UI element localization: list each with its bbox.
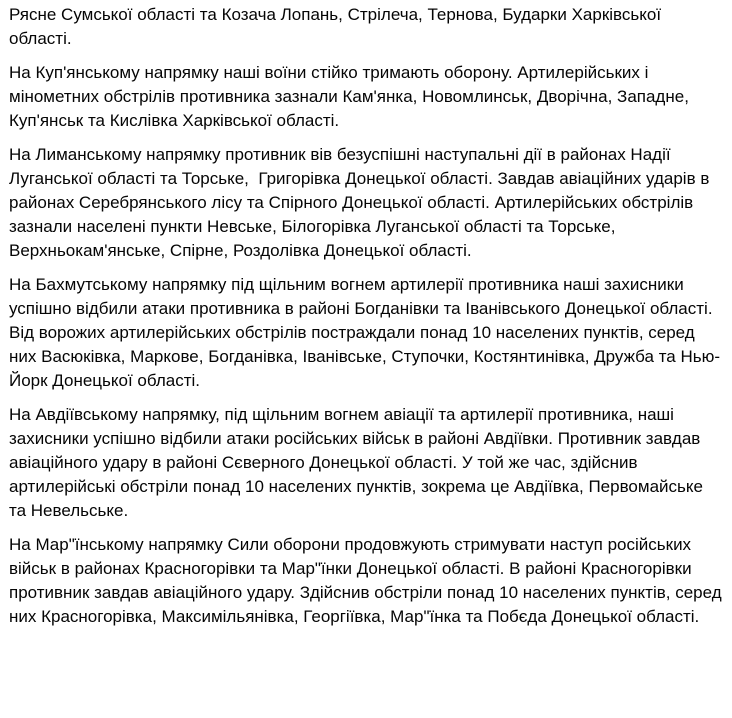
post-paragraph: На Лиманському напрямку противник вів безуспішні наступальні дії в районах Надії Луганської області та Торське, Григорівка Донецької області. Завдав авіаційних ударів в районах Серебрянського лісу та Спірного Донецької області. Артилерійських обстрілів зазнали населені пункти Невське, Білогорівка Луганської області та Торське, Верхньокам'янське, Спірне, Роздолівка Донецької області.: [9, 145, 715, 260]
post-paragraph: Рясне Сумської області та Козача Лопань, Стрілеча, Тернова, Бударки Харківської області.: [9, 5, 666, 48]
post-paragraph: На Мар"їнському напрямку Сили оборони продовжують стримувати наступ російських військ в районах Красногорівки та Мар"їнки Донецької області. В районі Красногорівки противник завдав авіаційного удару. Здійснив обстріли понад 10 населених пунктів, серед них Красногорівка, Максимільянівка, Георгіївка, Мар"їнка та Побєда Донецької області.: [9, 535, 727, 626]
post-paragraph: На Куп'янському напрямку наші воїни стійко тримають оборону. Артилерійських і мінометних обстрілів противника зазнали Кам'янка, Новомлинськ, Дворічна, Западне, Куп'янськ та Кислівка Харківської області.: [9, 63, 694, 130]
post-paragraph: На Авдіївському напрямку, під щільним вогнем авіації та артилерії противника, наші захисники успішно відбили атаки російських військ в районі Авдіївки. Противник завдав авіаційного удару в районі Сєверного Донецької області. У той же час, здійснив артилерійські обстріли понад 10 населених пунктів, зокрема це Авдіївка, Первомайське та Невельське.: [9, 405, 708, 520]
post-paragraph: На Бахмутському напрямку під щільним вогнем артилерії противника наші захисники успішно відбили атаки противника в районі Богданівки та Іванівського Донецької області. Від ворожих артилерійських обстрілів постраждали понад 10 населених пунктів, серед них Васюківка, Маркове, Богданівка, Іванівське, Ступочки, Костянтинівка, Дружба та Нью-Йорк Донецької області.: [9, 275, 721, 390]
